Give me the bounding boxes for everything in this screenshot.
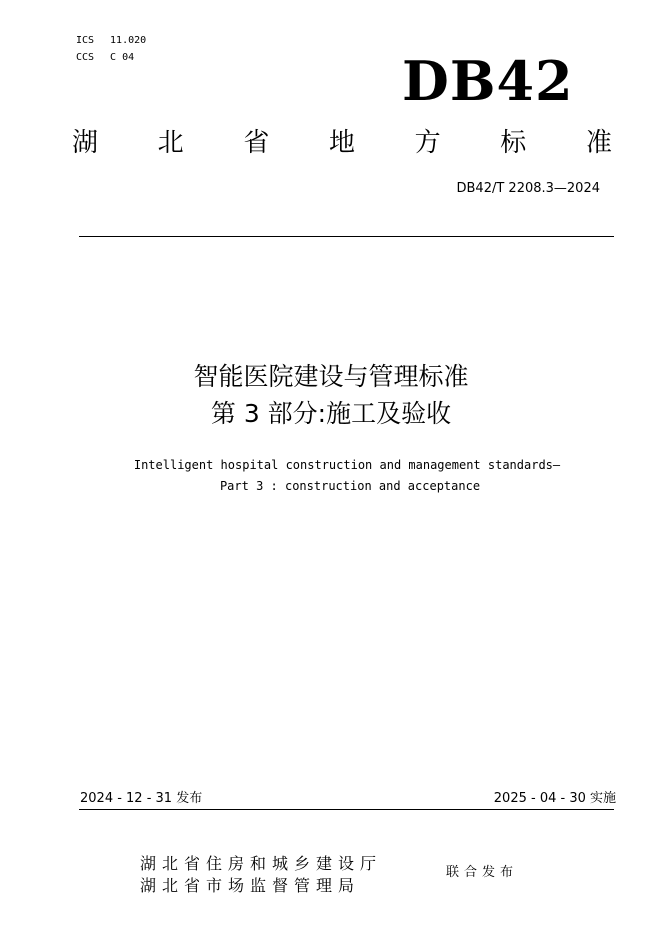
classification-codes xyxy=(76,32,146,66)
ccs-value: C 04 xyxy=(110,52,135,63)
joint-release-label: 联合发布 xyxy=(446,865,519,880)
issuing-authorities xyxy=(140,853,382,897)
bottom-divider xyxy=(79,809,614,810)
implementation-date: 2025 - 04 - 30 实施 xyxy=(493,791,616,806)
issuer-housing-department: 湖北省住房和城乡建设厅 xyxy=(140,854,383,873)
top-divider xyxy=(79,236,614,237)
standard-type-char: 地 xyxy=(328,128,355,158)
standard-type-char: 湖 xyxy=(72,128,99,158)
standard-type-char: 标 xyxy=(500,128,527,158)
title-english-line-1: Intelligent hospital construction and management standards— xyxy=(133,458,561,472)
standard-type-heading xyxy=(72,126,612,160)
standard-type-char: 方 xyxy=(414,128,441,158)
issuer-market-regulation: 湖北省市场监督管理局 xyxy=(140,876,361,895)
title-chinese-line-1: 智能医院建设与管理标准 xyxy=(193,362,469,391)
ccs-label: CCS xyxy=(76,52,95,63)
standard-type-char: 省 xyxy=(243,128,270,158)
standard-number: DB42/T 2208.3—2024 xyxy=(456,181,600,196)
ics-label: ICS xyxy=(76,35,95,46)
standard-type-char: 北 xyxy=(157,128,184,158)
ics-value: 11.020 xyxy=(110,35,147,46)
title-english-line-2: Part 3 : construction and acceptance xyxy=(219,479,481,493)
ics-code xyxy=(76,32,146,49)
standard-type-char: 准 xyxy=(585,128,612,158)
db42-logo: DB42 xyxy=(402,49,574,113)
issue-date: 2024 - 12 - 31 发布 xyxy=(80,791,203,806)
ccs-code xyxy=(76,49,146,66)
title-chinese-line-2: 第 3 部分:施工及验收 xyxy=(210,399,452,428)
